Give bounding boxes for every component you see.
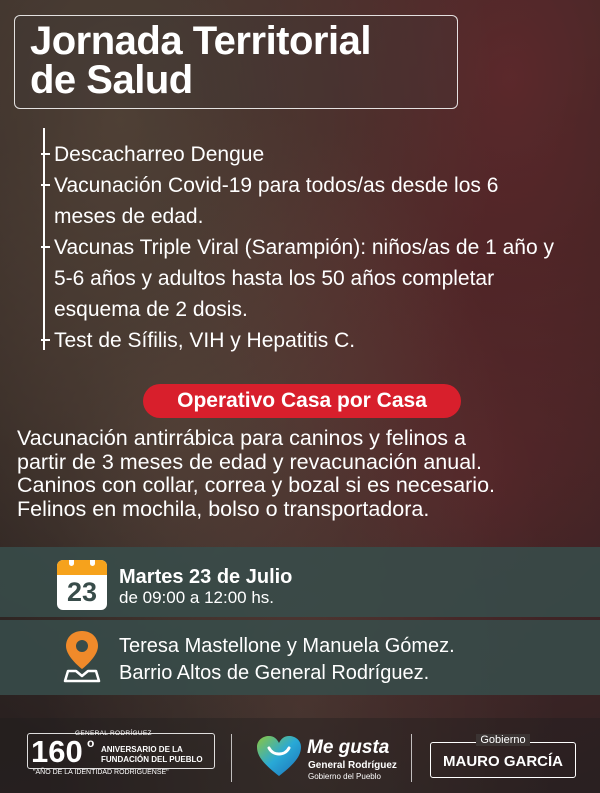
- event-address: Teresa Mastellone y Manuela Gómez.: [119, 635, 455, 657]
- event-date: Martes 23 de Julio: [119, 566, 293, 588]
- anniversary-degree: o: [87, 736, 95, 750]
- anniversary-line-2: FUNDACIÓN DEL PUEBLO: [101, 755, 203, 764]
- title-line-2: de Salud: [30, 58, 193, 102]
- footer-divider: [231, 734, 232, 782]
- brand-script: Me gusta: [307, 737, 390, 758]
- title-line-1: Jornada Territorial: [30, 19, 371, 63]
- description-line: Caninos con collar, correa y bozal si es necesario.: [17, 473, 496, 497]
- description-line: Vacunación antirrábica para caninos y felinos a: [17, 426, 466, 450]
- brand-tagline: Gobierno del Pueblo: [308, 772, 381, 781]
- anniversary-line-1: ANIVERSARIO DE LA: [101, 745, 183, 754]
- calendar-ring: [69, 560, 74, 566]
- list-item: Test de Sífilis, VIH y Hepatitis C.: [42, 325, 562, 356]
- calendar-header: [57, 560, 107, 575]
- location-pin-icon: [63, 629, 101, 683]
- anniversary-number: 160: [31, 734, 83, 769]
- heart-logo-icon: [255, 734, 303, 778]
- anniversary-top: GENERAL RODRÍGUEZ: [75, 730, 152, 737]
- list-item: Vacunas Triple Viral (Sarampión): niños/as de 1 año y 5-6 años y adultos hasta los 50 años completar esquema de 2 dosis.: [42, 232, 562, 325]
- government-label-wrap: [431, 734, 575, 746]
- description-line: partir de 3 meses de edad y revacunación anual.: [17, 449, 482, 474]
- government-name: MAURO GARCÍA: [443, 753, 563, 770]
- list-item: Descacharreo Dengue: [42, 139, 562, 170]
- page-title: [30, 19, 371, 102]
- footer-divider: [411, 734, 412, 782]
- calendar-ring: [90, 560, 95, 566]
- anniversary-motto: "AÑO DE LA IDENTIDAD RODRIGUENSE": [33, 769, 169, 776]
- government-label: Gobierno: [476, 734, 529, 746]
- services-list: [42, 139, 562, 356]
- operativo-badge: Operativo Casa por Casa: [143, 384, 461, 418]
- brand-name: General Rodríguez: [308, 760, 397, 771]
- event-neighborhood: Barrio Altos de General Rodríguez.: [119, 662, 430, 684]
- government-logo: [430, 734, 576, 778]
- description-line: Felinos en mochila, bolso o transportadora.: [17, 496, 430, 521]
- calendar-day: 23: [66, 577, 98, 607]
- event-time: de 09:00 a 12:00 hs.: [119, 588, 275, 607]
- operativo-description: [17, 427, 587, 521]
- calendar-icon: [57, 560, 107, 610]
- list-item: Vacunación Covid-19 para todos/as desde los 6 meses de edad.: [42, 170, 562, 232]
- anniversary-logo: [27, 730, 217, 780]
